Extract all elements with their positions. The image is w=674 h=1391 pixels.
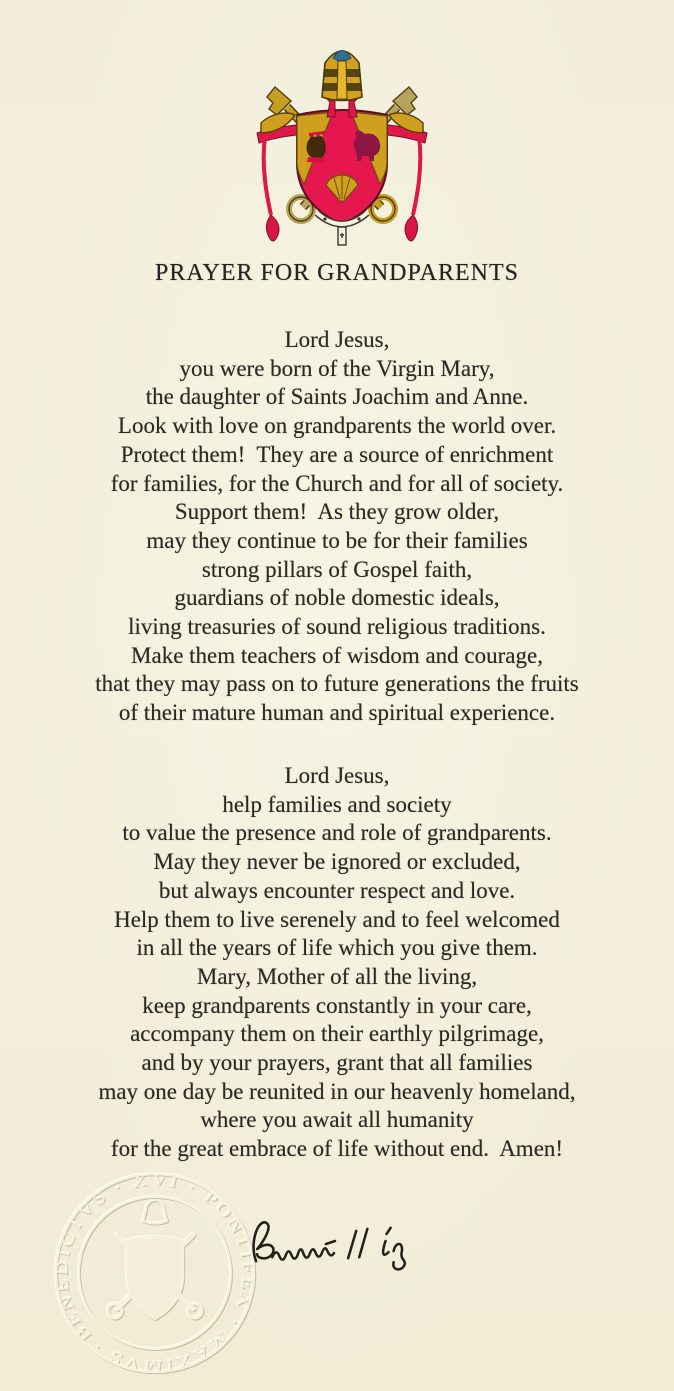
prayer-line: and by your prayers, grant that all families <box>141 1050 533 1076</box>
coat-of-arms-graphic <box>247 36 437 250</box>
prayer-line: in all the years of life which you give them. <box>136 935 538 961</box>
prayer-line: Lord Jesus, <box>284 763 390 788</box>
prayer-line: Help them to live serenely and to feel welcomed <box>114 906 560 932</box>
seal-circular-text: BENEDICTVS · XVI · PONTIFEX · MAXIMVS · <box>51 1169 259 1377</box>
prayer-line: of their mature human and spiritual experience. <box>118 700 556 726</box>
prayer-line: may one day be reunited in our heavenly homeland, <box>98 1078 576 1104</box>
prayer-line: that they may pass on to future generations the fruits <box>95 671 579 697</box>
prayer-stanza-2 <box>0 762 674 1164</box>
seal-center-arms <box>108 1200 202 1319</box>
prayer-line: guardians of noble domestic ideals, <box>174 585 500 611</box>
prayer-line: keep grandparents constantly in your care, <box>142 992 532 1018</box>
prayer-line: Lord Jesus, <box>284 327 390 352</box>
prayer-line: to value the presence and role of grandparents. <box>122 820 552 846</box>
prayer-line: where you await all humanity <box>200 1107 474 1133</box>
prayer-line: Look with love on grandparents the world over. <box>117 413 557 439</box>
prayer-line: the daughter of Saints Joachim and Anne. <box>145 384 529 410</box>
prayer-line: Protect them! They are a source of enrichment <box>120 441 554 467</box>
prayer-line: strong pillars of Gospel faith, <box>201 556 473 582</box>
prayer-line: Make them teachers of wisdom and courage, <box>131 642 543 668</box>
seal-graphic <box>51 1169 259 1377</box>
prayer-line: you were born of the Virgin Mary, <box>179 355 495 381</box>
signature-ink <box>246 1210 428 1274</box>
prayer-line: Support them! As they grow older, <box>174 499 500 525</box>
prayer-line: Mary, Mother of all the living, <box>196 963 478 989</box>
prayer-line: for families, for the Church and for all of society. <box>110 470 564 496</box>
page-title: PRAYER FOR GRANDPARENTS <box>155 260 519 286</box>
prayer-line: but always encounter respect and love. <box>158 877 516 903</box>
prayer-line: for the great embrace of life without end. Amen! <box>110 1136 564 1162</box>
prayer-stanza-1 <box>0 326 674 728</box>
papal-signature <box>246 1210 428 1274</box>
embossed-papal-seal <box>51 1169 259 1377</box>
prayer-line: May they never be ignored or excluded, <box>153 849 521 875</box>
prayer-line: help families and society <box>222 791 452 817</box>
prayer-line: accompany them on their earthly pilgrimage, <box>130 1021 544 1047</box>
mitre-icon <box>322 51 362 118</box>
prayer-line: living treasuries of sound religious traditions. <box>128 614 546 640</box>
papal-coat-of-arms <box>247 36 437 250</box>
prayer-line: may they continue to be for their families <box>146 527 528 553</box>
